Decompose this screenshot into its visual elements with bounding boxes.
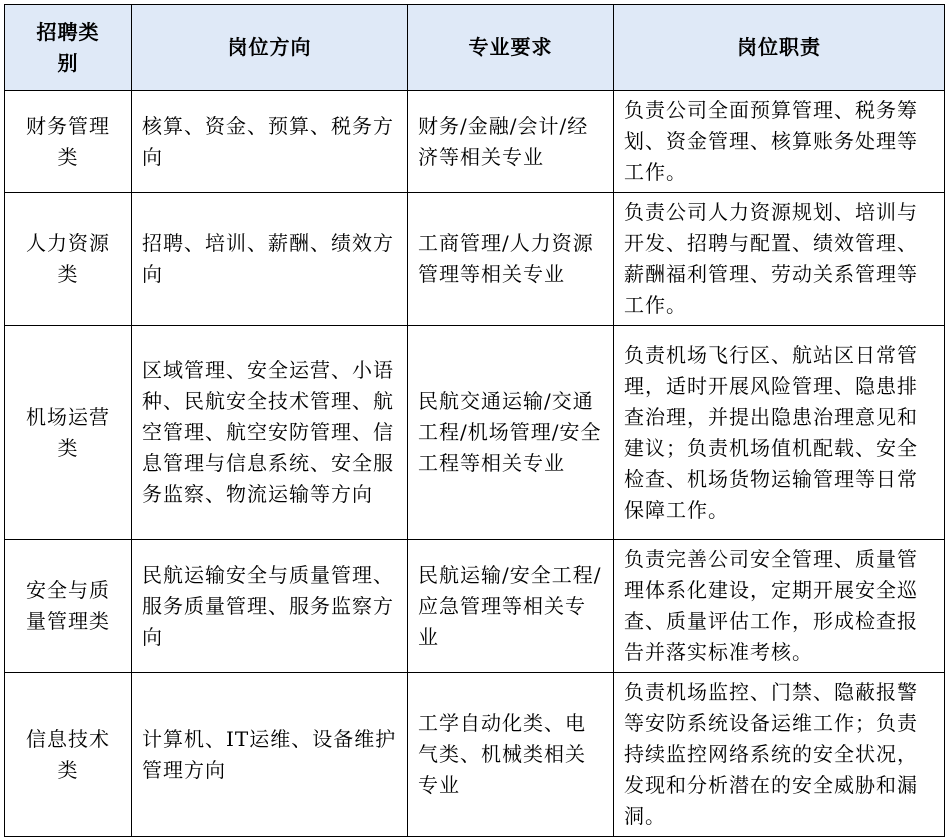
row-category: 机场运营类 (5, 326, 132, 540)
row-direction: 区域管理、安全运营、小语种、民航安全技术管理、航空管理、航空安防管理、信息管理与信息系统、安全服务监察、物流运输等方向 (132, 326, 408, 540)
row-direction: 计算机、IT运维、设备维护管理方向 (132, 673, 408, 837)
row-duty: 负责机场飞行区、航站区日常管理，适时开展风险管理、隐患排查治理，并提出隐患治理意见和建议；负责机场值机配载、安全检查、机场货物运输管理等日常保障工作。 (614, 326, 945, 540)
row-duty: 负责机场监控、门禁、隐蔽报警等安防系统设备运维工作；负责持续监控网络系统的安全状况，发现和分析潜在的安全威胁和漏洞。 (614, 673, 945, 837)
row-major: 民航运输/安全工程/应急管理等相关专业 (408, 540, 614, 673)
row-category: 人力资源类 (5, 193, 132, 326)
header-category: 招聘类别 (5, 5, 132, 91)
table-row (5, 193, 945, 326)
row-direction: 民航运输安全与质量管理、服务质量管理、服务监察方向 (132, 540, 408, 673)
row-duty: 负责完善公司安全管理、质量管理体系化建设，定期开展安全巡查、质量评估工作，形成检查报告并落实标准考核。 (614, 540, 945, 673)
row-direction: 招聘、培训、薪酬、绩效方向 (132, 193, 408, 326)
header-direction: 岗位方向 (132, 5, 408, 91)
header-duty: 岗位职责 (614, 5, 945, 91)
row-major: 财务/金融/会计/经济等相关专业 (408, 91, 614, 193)
table-body (5, 91, 945, 837)
recruitment-table (4, 4, 945, 837)
row-direction: 核算、资金、预算、税务方向 (132, 91, 408, 193)
table-row (5, 673, 945, 837)
row-duty: 负责公司人力资源规划、培训与开发、招聘与配置、绩效管理、薪酬福利管理、劳动关系管理等工作。 (614, 193, 945, 326)
table-row (5, 91, 945, 193)
table-header (5, 5, 945, 91)
header-row (5, 5, 945, 91)
row-duty: 负责公司全面预算管理、税务筹划、资金管理、核算账务处理等工作。 (614, 91, 945, 193)
recruitment-table-container (4, 4, 944, 837)
row-category: 信息技术类 (5, 673, 132, 837)
row-major: 民航交通运输/交通工程/机场管理/安全工程等相关专业 (408, 326, 614, 540)
table-row (5, 540, 945, 673)
row-category: 安全与质量管理类 (5, 540, 132, 673)
table-row (5, 326, 945, 540)
header-major: 专业要求 (408, 5, 614, 91)
row-category: 财务管理类 (5, 91, 132, 193)
row-major: 工商管理/人力资源管理等相关专业 (408, 193, 614, 326)
row-major: 工学自动化类、电气类、机械类相关专业 (408, 673, 614, 837)
